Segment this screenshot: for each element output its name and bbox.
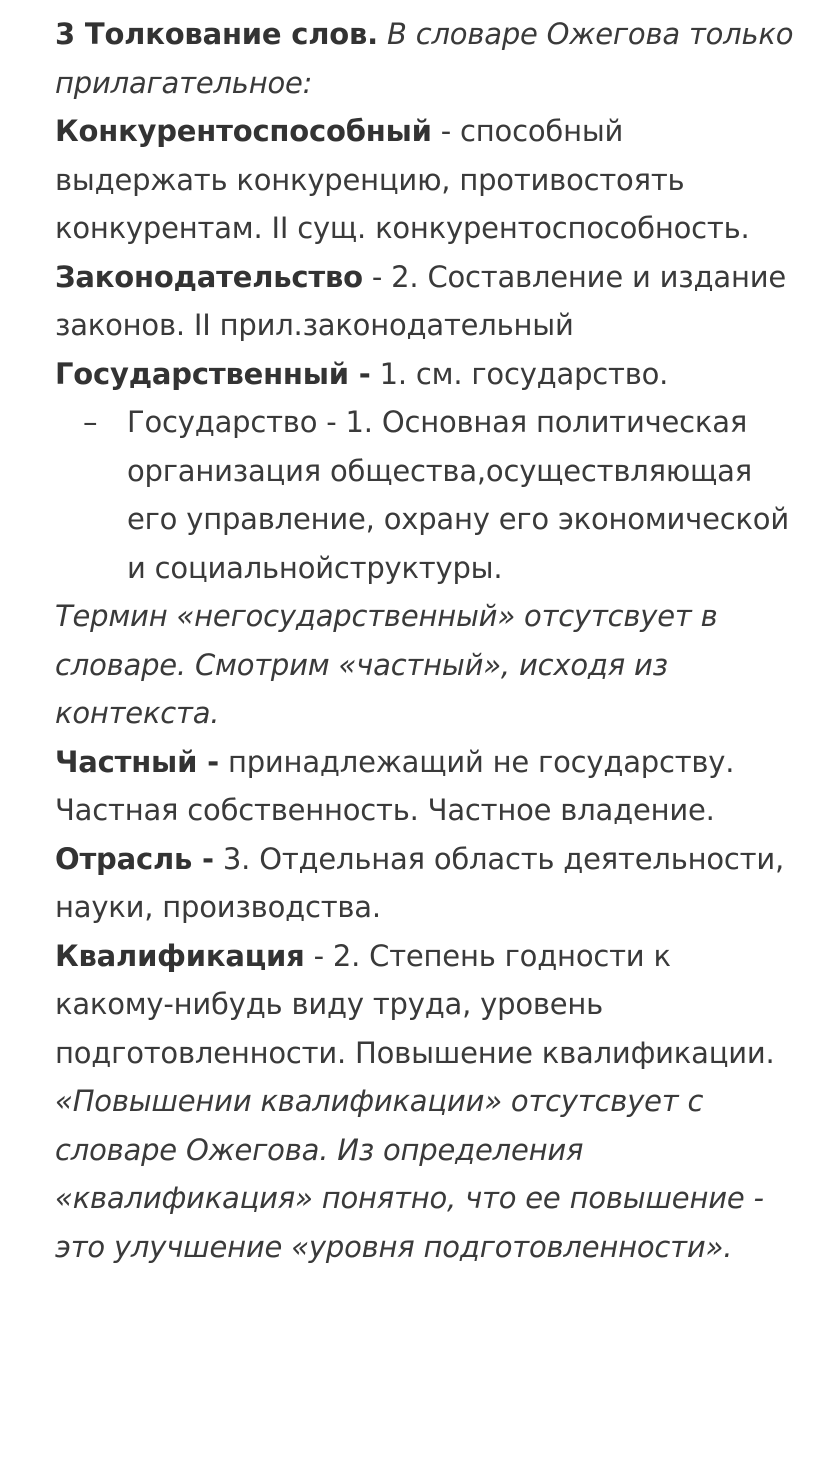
dictionary-entry — [55, 932, 795, 1078]
sub-entry — [55, 398, 795, 592]
dictionary-entry — [55, 350, 795, 399]
note-text: «Повышении квалификации» отсутсвует с словаре Ожегова. Из определения «квалификация» понятно, что ее повышение - это улучшение «уровня подготовленности». — [55, 1084, 764, 1264]
section-intro-text: В словаре Ожегова только прилагательное: — [55, 17, 794, 100]
document-body — [55, 10, 795, 1271]
entry-term: Отрасль - — [55, 841, 214, 876]
entry-definition: - 2. Составление и издание законов. ІІ прил.законодательный — [55, 259, 786, 342]
dictionary-entry — [55, 738, 795, 835]
entry-term: Государственный - — [55, 356, 371, 391]
list-dash: – — [83, 405, 98, 439]
section-heading: 3 Толкование слов. — [55, 17, 378, 51]
dictionary-entry — [55, 835, 795, 932]
note-paragraph — [55, 1077, 795, 1271]
entry-definition: 1. см. государство. — [370, 356, 669, 391]
dictionary-entry — [55, 107, 795, 253]
entry-definition: - способный выдержать конкуренцию, противостоять конкурентам. ІІ сущ. конкурентоспособность. — [55, 114, 750, 245]
entry-term: Конкурентоспособный — [55, 114, 432, 148]
dictionary-entry — [55, 253, 795, 350]
sub-entry-text: Государство - 1. Основная политическая организация общества,осуществляющая его управление, охрану его экономической и социальнойструктуры. — [127, 405, 789, 585]
entry-term: Квалификация — [55, 938, 305, 973]
note-paragraph — [55, 592, 795, 738]
entry-definition: - 2. Степень годности к какому-нибудь виду труда, уровень подготовленности. Повышение квалификации. — [55, 938, 775, 1070]
entry-term: Законодательство — [55, 259, 363, 294]
entry-definition: 3. Отдельная область деятельности, науки, производства. — [55, 841, 785, 924]
section-intro — [55, 10, 795, 107]
entry-definition: принадлежащий не государству. Частная собственность. Частное владение. — [55, 744, 735, 827]
entry-term: Частный - — [55, 744, 219, 779]
note-text: Термин «негосударственный» отсутсвует в словаре. Смотрим «частный», исходя из контекста. — [55, 599, 718, 730]
